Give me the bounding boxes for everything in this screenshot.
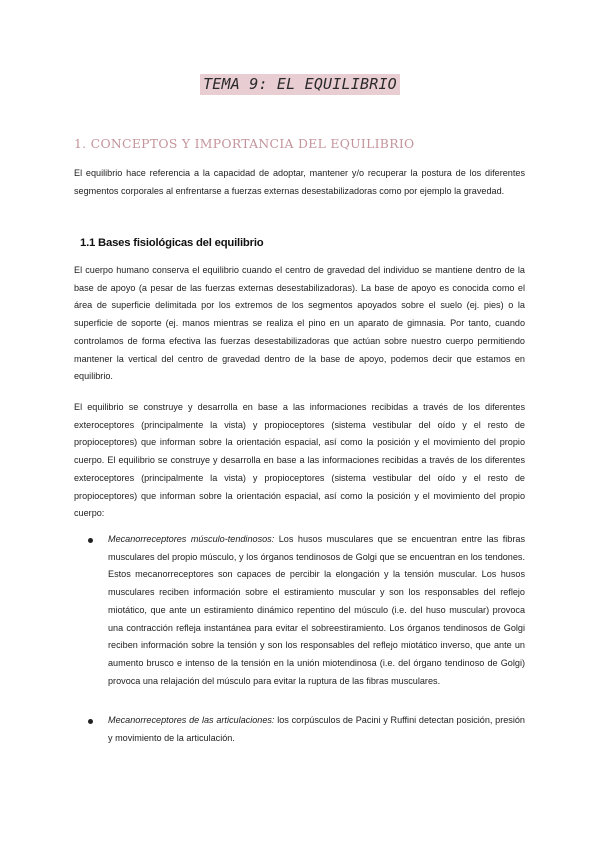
section1-paragraph: El equilibrio hace referencia a la capacidad de adoptar, mantener y/o recuperar la postura de los diferentes segmentos corporales al enfrentarse a fuerzas externas desestabilizadoras como por ejemplo la gravedad.	[74, 168, 525, 196]
list-item-term: Mecanorreceptores músculo-tendinosos:	[108, 534, 275, 544]
list-item-term: Mecanorreceptores de las articulaciones:	[108, 715, 275, 725]
list-item	[108, 712, 525, 747]
title-container	[0, 74, 600, 95]
paragraph-receptores: El equilibrio se construye y desarrolla en base a las informaciones recibidas a través de los diferentes exteroceptores (principalmente la vista) y propioceptores (sistema vestibular del oído y el resto de propioceptores) que informan sobre la orientación espacial, así como la posición y el movimiento del propio cuerpo. El equilibrio se construye y desarrolla en base a las informaciones recibidas a través de los diferentes exteroceptores (principalmente la vista) y propioceptores (sistema vestibular del oído y el resto de propioceptores) que informan sobre la orientación espacial, así como la posición y el movimiento del propio cuerpo:	[74, 402, 525, 519]
paragraph-base-apoyo: El cuerpo humano conserva el equilibrio cuando el centro de gravedad del individuo se mantiene dentro de la base de apoyo (a pesar de las fuerzas externas desestabilizadoras). La base de apoyo es conocida como el área de superficie delimitada por los extremos de los segmentos apoyados sobre el suelo (ej. pies) o la superficie de soporte (ej. manos mientras se realiza el pino en un aparato de gimnasia. Por tanto, cuando controlamos de forma efectiva las fuerzas desestabilizadoras que actúan sobre nuestro cuerpo permitiendo mantener la vertical del centro de gravedad dentro de la base de apoyo, podemos decir que estamos en equilibrio.	[74, 265, 525, 382]
bullet-icon	[88, 719, 93, 724]
bullet-icon	[88, 538, 93, 543]
list-item	[108, 531, 525, 690]
section-heading: 1. CONCEPTOS Y IMPORTANCIA DEL EQUILIBRIO	[74, 136, 415, 151]
document-title: TEMA 9: EL EQUILIBRIO	[200, 74, 400, 95]
subsection-heading: 1.1 Bases fisiológicas del equilibrio	[80, 237, 264, 249]
list-item-text: Los husos musculares que se encuentran entre las fibras musculares del propio músculo, y los órganos tendinosos de Golgi que se encuentran en los tendones. Estos mecanorreceptores son capaces de percibir la elongación y la tensión muscular. Los husos musculares reciben información sobre el estiramiento muscular y son los responsables del reflejo miotático, que ante un estiramiento dinámico repentino del músculo (i.e. del huso muscular) provoca una contracción refleja instantánea para evitar el sobreestiramiento. Los órganos tendinosos de Golgi reciben información sobre la tensión y son los responsables del reflejo miotático inverso, que ante un aumento brusco e intenso de la tensión en la unión miotendinosa (i.e. del órgano tendinoso de Golgi) provoca una relajación del músculo para evitar la ruptura de las fibras musculares.	[108, 534, 525, 686]
list-item-text: los corpúsculos de Pacini y Ruffini detectan posición, presión y movimiento de la articulación.	[108, 715, 525, 743]
